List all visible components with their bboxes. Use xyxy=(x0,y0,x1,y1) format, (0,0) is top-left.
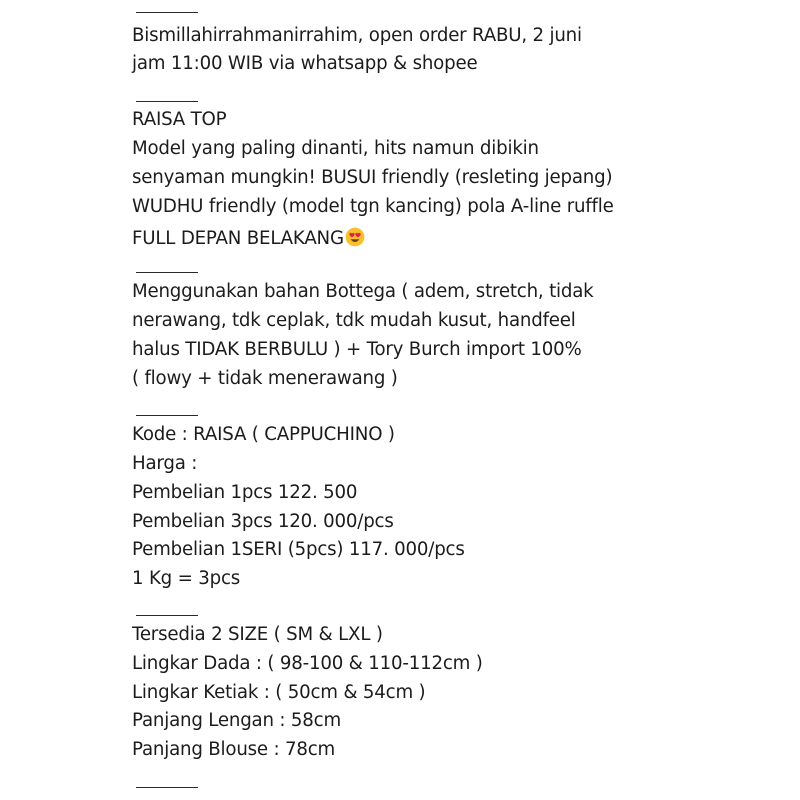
material-line-4: ( flowy + tidak menerawang ) xyxy=(132,368,398,389)
price-heading: Harga : xyxy=(132,453,198,474)
divider-3 xyxy=(136,415,198,416)
weight-info: 1 Kg = 3pcs xyxy=(132,568,241,589)
product-name: RAISA TOP xyxy=(132,109,227,130)
price-1seri: Pembelian 1SERI (5pcs) 117. 000/pcs xyxy=(132,539,465,560)
divider-bottom xyxy=(136,787,198,788)
sizes-available: Tersedia 2 SIZE ( SM & LXL ) xyxy=(132,624,383,645)
divider-2 xyxy=(136,272,198,273)
product-desc-3: WUDHU friendly (model tgn kancing) pola A-line ruffle xyxy=(132,196,614,217)
intro-line-2: jam 11:00 WIB via whatsapp & shopee xyxy=(132,53,478,74)
product-desc-4-text: FULL DEPAN BELAKANG xyxy=(132,228,344,249)
product-desc-4 xyxy=(132,227,365,248)
heart-eyes-emoji-icon xyxy=(345,227,365,247)
material-line-3: halus TIDAK BERBULU ) + Tory Burch import 100% xyxy=(132,339,582,360)
size-armpit: Lingkar Ketiak : ( 50cm & 54cm ) xyxy=(132,682,426,703)
size-sleeve: Panjang Lengan : 58cm xyxy=(132,710,341,731)
divider-4 xyxy=(136,615,198,616)
product-desc-1: Model yang paling dinanti, hits namun dibikin xyxy=(132,138,539,159)
price-3pcs: Pembelian 3pcs 120. 000/pcs xyxy=(132,511,394,532)
divider-top xyxy=(136,12,198,13)
product-code: Kode : RAISA ( CAPPUCHINO ) xyxy=(132,424,395,445)
size-chest: Lingkar Dada : ( 98-100 & 110-112cm ) xyxy=(132,653,483,674)
intro-line-1: Bismillahirrahmanirrahim, open order RABU, 2 juni xyxy=(132,25,582,46)
material-line-2: nerawang, tdk ceplak, tdk mudah kusut, handfeel xyxy=(132,310,576,331)
size-blouse: Panjang Blouse : 78cm xyxy=(132,739,336,760)
product-desc-2: senyaman mungkin! BUSUI friendly (resleting jepang) xyxy=(132,167,613,188)
price-1pcs: Pembelian 1pcs 122. 500 xyxy=(132,482,358,503)
divider-1 xyxy=(136,101,198,102)
material-line-1: Menggunakan bahan Bottega ( adem, stretch, tidak xyxy=(132,281,594,302)
